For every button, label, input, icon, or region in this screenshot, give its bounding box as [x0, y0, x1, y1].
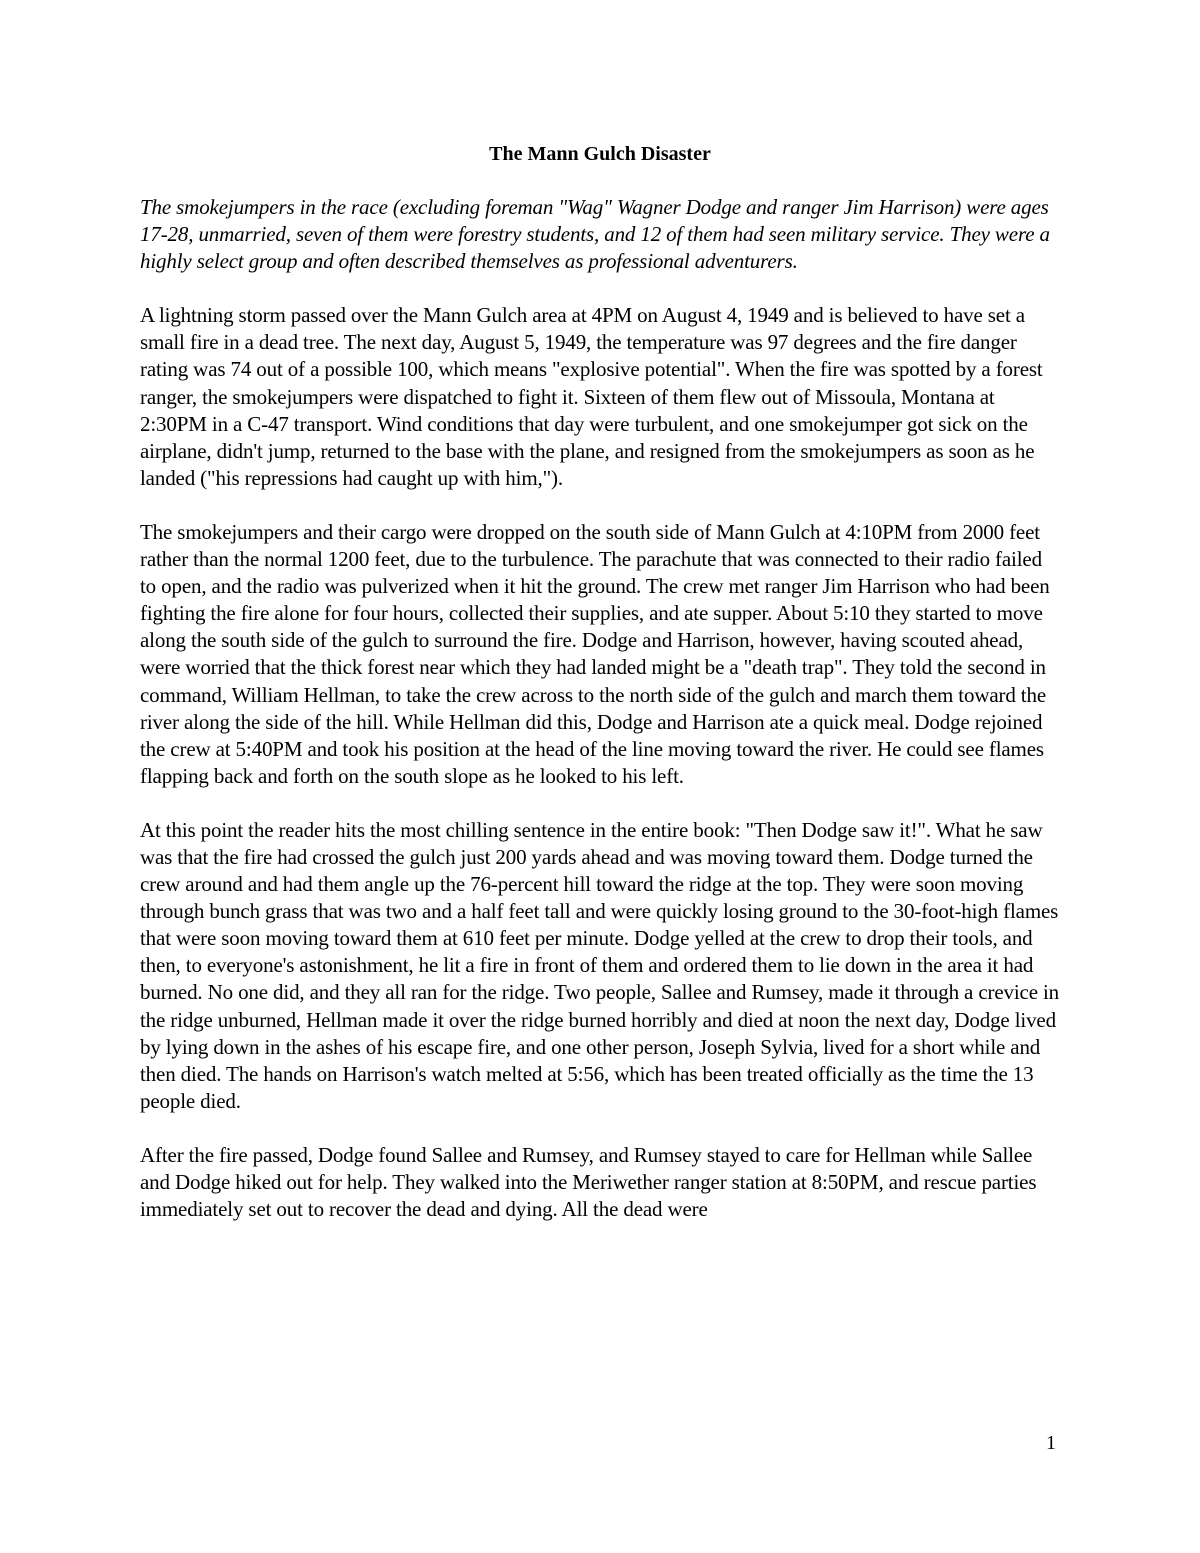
intro-paragraph: The smokejumpers in the race (excluding foreman "Wag" Wagner Dodge and ranger Jim Harrison) were ages 17-28, unmarried, seven of them were forestry students, and 12 of them had seen military service. They were a highly select group and often described themselves as professional adventurers.: [140, 195, 1050, 274]
page-number: 1: [1046, 1432, 1056, 1454]
body-paragraph-rescue: After the fire passed, Dodge found Sallee and Rumsey, and Rumsey stayed to care for Hellman while Sallee and Dodge hiked out for help. They walked into the Meriwether ranger station at 8:50PM, and rescue parties immediately set out to recover the dead and dying. All the dead were: [140, 1142, 1037, 1222]
document-body: [140, 140, 1060, 1250]
body-paragraph-fire: At this point the reader hits the most chilling sentence in the entire book: "Then Dodge saw it!". What he saw was that the fire had crossed the gulch just 200 yards ahead and was moving toward them. Dodge turned the crew around and had them angle up the 76-percent hill toward the ridge at the top. They were soon moving through bunch grass that was two and a half feet tall and were quickly losing ground to the 30-foot-high flames that were soon moving toward them at 610 feet per minute. Dodge yelled at the crew to drop their tools, and then, to everyone's astonishment, he lit a fire in front of them and ordered them to lie down in the area it had burned. No one did, and they all ran for the ridge. Two people, Sallee and Rumsey, made it through a crevice in the ridge unburned, Hellman made it over the ridge burned horribly and died at noon the next day, Dodge lived by lying down in the ashes of his escape fire, and one other person, Joseph Sylvia, lived for a short while and then died. The hands on Harrison's watch melted at 5:56, which has been treated officially as the time the 13 people died.: [140, 817, 1060, 1113]
body-paragraph-lightning: A lightning storm passed over the Mann Gulch area at 4PM on August 4, 1949 and is believed to have set a small fire in a dead tree. The next day, August 5, 1949, the temperature was 97 degrees and the fire danger rating was 74 out of a possible 100, which means "explosive potential". When the fire was spotted by a forest ranger, the smokejumpers were dispatched to fight it. Sixteen of them flew out of Missoula, Montana at 2:30PM in a C-47 transport. Wind conditions that day were turbulent, and one smokejumper got sick on the airplane, didn't jump, returned to the base with the plane, and resigned from the smokejumpers as soon as he landed ("his repressions had caught up with him,").: [140, 303, 1043, 490]
body-paragraph-drop: The smokejumpers and their cargo were dropped on the south side of Mann Gulch at 4:10PM from 2000 feet rather than the normal 1200 feet, due to the turbulence. The parachute that was connected to their radio failed to open, and the radio was pulverized when it hit the ground. The crew met ranger Jim Harrison who had been fighting the fire alone for four hours, collected their supplies, and ate supper. About 5:10 they started to move along the south side of the gulch to surround the fire. Dodge and Harrison, however, having scouted ahead, were worried that the thick forest near which they had landed might be a "death trap". They told the second in command, William Hellman, to take the crew across to the north side of the gulch and march them toward the river along the side of the hill. While Hellman did this, Dodge and Harrison ate a quick meal. Dodge rejoined the crew at 5:40PM and took his position at the head of the line moving toward the river. He could see flames flapping back and forth on the south slope as he looked to his left.: [140, 519, 1050, 788]
document-title: The Mann Gulch Disaster: [489, 143, 711, 165]
